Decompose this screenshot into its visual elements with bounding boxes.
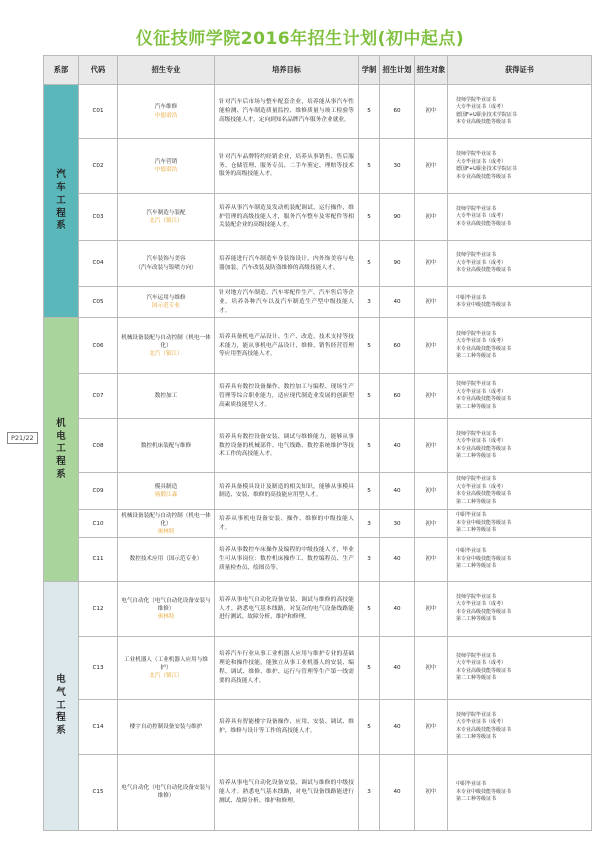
table-row xyxy=(44,754,592,830)
plan-cell: 40 xyxy=(380,287,415,318)
major-name: 电气自动化（电气自动化设备安装与维修） xyxy=(121,785,211,800)
major-name: 数控技术应用（国示范专业） xyxy=(129,556,203,563)
certificate-item: 大专毕业证书（成考） xyxy=(456,158,507,165)
certificate-item: 技师学院毕业证书 xyxy=(456,205,497,212)
code-cell: C10 xyxy=(79,510,118,538)
plan-cell: 40 xyxy=(380,699,415,754)
certificates-cell xyxy=(448,139,592,194)
code-cell: C13 xyxy=(79,636,118,699)
plan-cell: 40 xyxy=(380,473,415,510)
certificate-item: 第二工种等级证书 xyxy=(456,403,497,410)
major-cell xyxy=(118,287,215,318)
certificate-item: 德国F+U职业技术学院证书 xyxy=(456,166,517,172)
table-header-row xyxy=(44,56,592,85)
major-name: 楼宇自动控制设备安装与维护 xyxy=(129,723,203,730)
plan-cell: 30 xyxy=(380,139,415,194)
certificate-item: 中职毕业证书 xyxy=(456,512,487,519)
years-cell: 5 xyxy=(359,318,380,374)
certificates-cell xyxy=(448,754,592,830)
table-row xyxy=(44,287,592,318)
major-note: 中德诺浩 xyxy=(154,112,178,119)
certificate-item: 中职毕业证书 xyxy=(456,294,487,301)
major-note: 奥林特 xyxy=(157,528,175,535)
certificates-cell xyxy=(448,510,592,538)
major-name: 汽车运用与维修 xyxy=(146,295,186,302)
major-cell xyxy=(118,699,215,754)
major-note: 中德诺浩 xyxy=(154,167,178,173)
certificate-item: 第二工种等级证书 xyxy=(456,734,497,741)
goal-cell: 培养具备模具设计及制造的相关知识，能够从事模具制造、安装、维修的高技能应用型人才。 xyxy=(215,473,359,510)
header-years: 学制 xyxy=(359,56,380,85)
certificate-item: 本专业中级技能等级证书 xyxy=(456,555,512,562)
plan-cell: 40 xyxy=(380,581,415,636)
major-note: 扬锻江森 xyxy=(154,492,178,499)
header-target: 招生对象 xyxy=(415,56,448,85)
certificates-cell xyxy=(448,419,592,473)
department-cell xyxy=(44,85,79,318)
certificate-item: 本专业高级技能等级证书 xyxy=(456,726,512,733)
major-note: （汽车改装与钣喷方向） xyxy=(135,264,197,271)
goal-cell: 培养具备机电产品设计、生产、改造、技术支持等技术能力，能从事机电产品设计、维修、销售经营管理等应用型高技能人才。 xyxy=(215,318,359,374)
plan-cell: 60 xyxy=(380,85,415,139)
certificate-item: 第二工种等级证书 xyxy=(456,453,497,460)
certificate-item: 技师学院毕业证书 xyxy=(456,711,497,718)
header-plan: 招生计划 xyxy=(380,56,415,85)
major-cell xyxy=(118,636,215,699)
header-goal: 培养目标 xyxy=(215,56,359,85)
certificate-item: 大专毕业证书（成考） xyxy=(456,601,507,608)
goal-cell: 针对汽车后市场与整车配套企业，培养能从事汽车性能检测、汽车制造质量监控、维修质量与竣工检验等高级技能人才，定向到知名品牌汽车服务企业就业。 xyxy=(215,85,359,139)
major-name: 汽车维修 xyxy=(154,104,178,111)
plan-cell: 30 xyxy=(380,510,415,538)
target-cell: 初中 xyxy=(415,419,448,473)
years-cell: 5 xyxy=(359,699,380,754)
plan-cell: 90 xyxy=(380,241,415,287)
certificate-item: 本专业中级技能等级证书 xyxy=(456,788,512,795)
major-cell xyxy=(118,754,215,830)
certificates-cell xyxy=(448,194,592,241)
years-cell: 5 xyxy=(359,636,380,699)
major-note: 北汽（镇江） xyxy=(149,351,183,358)
table-row xyxy=(44,85,592,139)
table-row xyxy=(44,139,592,194)
plan-cell: 60 xyxy=(380,318,415,374)
target-cell: 初中 xyxy=(415,287,448,318)
certificates-cell xyxy=(448,318,592,374)
goal-cell: 培养汽车行业从事工业机器人应用与维护专业的基础理论和操作技能，能独立从事工业机器人的安装、编程、调试、维修、维护、运行与管理等生产第一线需要的高技能人才。 xyxy=(215,636,359,699)
certificate-item: 中职毕业证书 xyxy=(456,548,487,555)
code-cell: C05 xyxy=(79,287,118,318)
plan-cell: 60 xyxy=(380,374,415,419)
code-cell: C15 xyxy=(79,754,118,830)
major-note: 奥林特 xyxy=(157,614,175,621)
major-name: 汽车制造与装配 xyxy=(146,209,186,216)
certificate-item: 技师学院毕业证书 xyxy=(456,430,497,437)
header-code: 代码 xyxy=(79,56,118,85)
table-row xyxy=(44,419,592,473)
certificate-item: 大专毕业证书（成考） xyxy=(456,338,507,345)
plan-cell: 40 xyxy=(380,537,415,581)
target-cell: 初中 xyxy=(415,194,448,241)
code-cell: C04 xyxy=(79,241,118,287)
target-cell: 初中 xyxy=(415,636,448,699)
certificate-item: 本专业高级技能等级证书 xyxy=(456,445,512,452)
major-note: 北汽（镇江） xyxy=(149,673,183,680)
certificate-item: 第二工种等级证书 xyxy=(456,353,497,360)
target-cell: 初中 xyxy=(415,85,448,139)
code-cell: C14 xyxy=(79,699,118,754)
certificate-item: 中职毕业证书 xyxy=(456,781,487,788)
goal-cell: 培养从事机电设备安装、操作、维修的中级技能人才。 xyxy=(215,510,359,538)
goal-cell: 培养能进行汽车制造车身装饰设计、内外饰美容与电器加装、汽车改装及防盗维修的高级技能人才。 xyxy=(215,241,359,287)
certificate-item: 本专业高级技能等级证书 xyxy=(456,396,512,403)
certificate-item: 技师学院毕业证书 xyxy=(456,252,497,259)
major-name: 数控加工 xyxy=(154,393,178,400)
goal-cell: 培养从事数控车床操作及编程的中级技能人才，毕业生可从事岗位：数控机床操作工、数控编程员、生产质量检查员、绘图员等。 xyxy=(215,537,359,581)
table-row xyxy=(44,318,592,374)
header-certificates: 获得证书 xyxy=(448,56,592,85)
certificate-item: 大专毕业证书（成考） xyxy=(456,388,507,395)
major-name: 数控机床装配与维修 xyxy=(140,442,192,449)
major-cell xyxy=(118,419,215,473)
certificate-item: 大专毕业证书（成考） xyxy=(456,259,507,266)
plan-cell: 90 xyxy=(380,194,415,241)
years-cell: 3 xyxy=(359,287,380,318)
enrollment-table xyxy=(43,55,592,831)
certificates-cell xyxy=(448,473,592,510)
goal-cell: 培养具有智能楼宇设备操作、应用、安装、调试、维护、维修与设计等工作的高技能人才。 xyxy=(215,699,359,754)
certificate-item: 技师学院毕业证书 xyxy=(456,330,497,337)
code-cell: C07 xyxy=(79,374,118,419)
years-cell: 5 xyxy=(359,473,380,510)
goal-cell: 针对地方汽车制造、汽车零配件生产、汽车售后等企业，培养各种汽车以及汽车制造生产型中级技能人才。 xyxy=(215,287,359,318)
major-name: 汽车营销 xyxy=(154,158,178,165)
header-department: 系部 xyxy=(44,56,79,85)
major-cell xyxy=(118,374,215,419)
major-cell xyxy=(118,318,215,374)
major-cell xyxy=(118,194,215,241)
certificate-item: 技师学院毕业证书 xyxy=(456,476,497,483)
major-cell xyxy=(118,510,215,538)
header-major: 招生专业 xyxy=(118,56,215,85)
certificate-item: 本专业高级技能等级证书 xyxy=(456,491,512,498)
certificate-item: 本专业高级技能等级证书 xyxy=(456,345,512,352)
major-cell xyxy=(118,241,215,287)
goal-cell: 培养从事汽车制造及发动机装配调试、运行操作、维护管理的高级技能人才，服务汽车整车及零配件等相关装配企业的高级技能人才。 xyxy=(215,194,359,241)
years-cell: 5 xyxy=(359,241,380,287)
plan-cell: 40 xyxy=(380,754,415,830)
certificate-item: 第二工种等级证书 xyxy=(456,796,497,803)
code-cell: C11 xyxy=(79,537,118,581)
certificates-cell xyxy=(448,287,592,318)
target-cell: 初中 xyxy=(415,581,448,636)
goal-cell: 培养具有数控设备安装、调试与维修能力，能够从事数控设备的机械部件、电气线路、数控系统维护等技术工作的高技能人才。 xyxy=(215,419,359,473)
major-name: 汽车装饰与美容 xyxy=(146,256,186,263)
code-cell: C09 xyxy=(79,473,118,510)
target-cell: 初中 xyxy=(415,241,448,287)
code-cell: C01 xyxy=(79,85,118,139)
years-cell: 3 xyxy=(359,754,380,830)
certificate-item: 技师学院毕业证书 xyxy=(456,96,497,103)
certificate-item: 大专毕业证书（成考） xyxy=(456,104,507,110)
certificate-item: 技师学院毕业证书 xyxy=(456,652,497,659)
department-cell xyxy=(44,318,79,582)
years-cell: 5 xyxy=(359,581,380,636)
certificate-item: 本专业高级技能等级证书 xyxy=(456,667,512,674)
table-row xyxy=(44,581,592,636)
code-cell: C08 xyxy=(79,419,118,473)
major-name: 模具制造 xyxy=(154,484,178,491)
major-note: 北汽（镇江） xyxy=(149,218,183,224)
certificate-item: 本专业高级技能等级证书 xyxy=(456,608,512,615)
certificate-item: 第二工种等级证书 xyxy=(456,527,497,534)
department-cell xyxy=(44,581,79,830)
years-cell: 3 xyxy=(359,510,380,538)
table-row xyxy=(44,510,592,538)
certificates-cell xyxy=(448,85,592,139)
goal-cell: 培养具有数控设备操作、数控加工与编程、现场生产管理等综合职业能力，适应现代制造业发展的创新型高素质技能型人才。 xyxy=(215,374,359,419)
major-name: 机械设备装配与自动控制（机电一体化） xyxy=(121,334,211,349)
certificate-item: 本专业高级技能等级证书 xyxy=(456,119,512,125)
major-cell xyxy=(118,85,215,139)
certificate-item: 技师学院毕业证书 xyxy=(456,593,497,600)
certificate-item: 本专业高级技能等级证书 xyxy=(456,267,512,274)
code-cell: C12 xyxy=(79,581,118,636)
certificate-item: 本专业高级技能等级证书 xyxy=(456,173,512,180)
target-cell: 初中 xyxy=(415,139,448,194)
certificate-item: 第二工种等级证书 xyxy=(456,498,497,505)
certificate-item: 大专毕业证书（成考） xyxy=(456,483,507,490)
major-cell xyxy=(118,139,215,194)
years-cell: 5 xyxy=(359,374,380,419)
target-cell: 初中 xyxy=(415,510,448,538)
page-number: P21/22 xyxy=(7,432,38,444)
code-cell: C02 xyxy=(79,139,118,194)
certificates-cell xyxy=(448,581,592,636)
table-row xyxy=(44,636,592,699)
certificate-item: 大专毕业证书（成考） xyxy=(456,719,507,726)
target-cell: 初中 xyxy=(415,374,448,419)
major-name: 电气自动化（电气自动化设备安装与维修） xyxy=(121,597,211,612)
years-cell: 5 xyxy=(359,85,380,139)
certificate-item: 大专毕业证书（成考） xyxy=(456,660,507,667)
plan-cell: 40 xyxy=(380,636,415,699)
department-name: 机电工程系 xyxy=(56,417,66,480)
certificate-item: 技师学院毕业证书 xyxy=(456,151,497,157)
department-name: 电气工程系 xyxy=(56,673,66,737)
certificate-item: 本专业中级技能等级证书 xyxy=(456,519,512,526)
certificates-cell xyxy=(448,636,592,699)
certificates-cell xyxy=(448,699,592,754)
target-cell: 初中 xyxy=(415,318,448,374)
certificate-item: 技师学院毕业证书 xyxy=(456,381,497,388)
years-cell: 5 xyxy=(359,419,380,473)
table-row xyxy=(44,699,592,754)
major-cell xyxy=(118,537,215,581)
table-row xyxy=(44,374,592,419)
department-name: 汽车工程系 xyxy=(56,169,66,232)
target-cell: 初中 xyxy=(415,754,448,830)
years-cell: 5 xyxy=(359,139,380,194)
table-row xyxy=(44,473,592,510)
target-cell: 初中 xyxy=(415,537,448,581)
goal-cell: 培养从事电气自动化设备安装、调试与维修的高技能人才。熟悉电气基本线路，对复杂的电气设备线路能进行测试、故障分析、维护和修理。 xyxy=(215,581,359,636)
table-row xyxy=(44,194,592,241)
plan-cell: 40 xyxy=(380,419,415,473)
certificate-item: 本专业高级技能等级证书 xyxy=(456,220,512,227)
table-row xyxy=(44,537,592,581)
major-name: 机械设备装配与自动控制（机电一体化） xyxy=(121,512,211,527)
target-cell: 初中 xyxy=(415,473,448,510)
code-cell: C06 xyxy=(79,318,118,374)
certificates-cell xyxy=(448,537,592,581)
target-cell: 初中 xyxy=(415,699,448,754)
certificates-cell xyxy=(448,374,592,419)
major-name: 工业机器人（工业机器人应用与维护） xyxy=(124,656,208,671)
page-title: 仪征技师学院2016年招生计划(初中起点) xyxy=(135,29,465,49)
major-cell xyxy=(118,473,215,510)
table-row xyxy=(44,241,592,287)
certificate-item: 第二工种等级证书 xyxy=(456,563,497,570)
major-cell xyxy=(118,581,215,636)
goal-cell: 培养从事电气自动化设备安装、调试与维修的中级技能人才。熟悉电气基本线路，对电气设备线路能进行测试、故障分析、维护和修理。 xyxy=(215,754,359,830)
certificate-item: 第二工种等级证书 xyxy=(456,675,497,682)
code-cell: C03 xyxy=(79,194,118,241)
certificate-item: 德国F+U职业技术学院证书 xyxy=(456,111,517,118)
goal-cell: 针对汽车品牌特约经销企业，培养从事销售、售后服务、仓储管理、服务专员、二手车鉴定、理赔等技术服务的高级技能人才。 xyxy=(215,139,359,194)
certificate-item: 本专业中级技能等级证书 xyxy=(456,302,512,309)
certificate-item: 大专毕业证书（成考） xyxy=(456,438,507,445)
certificate-item: 大专毕业证书（成考） xyxy=(456,213,507,220)
major-note: 国示范专业 xyxy=(152,303,180,310)
years-cell: 5 xyxy=(359,194,380,241)
certificate-item: 第二工种等级证书 xyxy=(456,616,497,623)
certificates-cell xyxy=(448,241,592,287)
years-cell: 3 xyxy=(359,537,380,581)
